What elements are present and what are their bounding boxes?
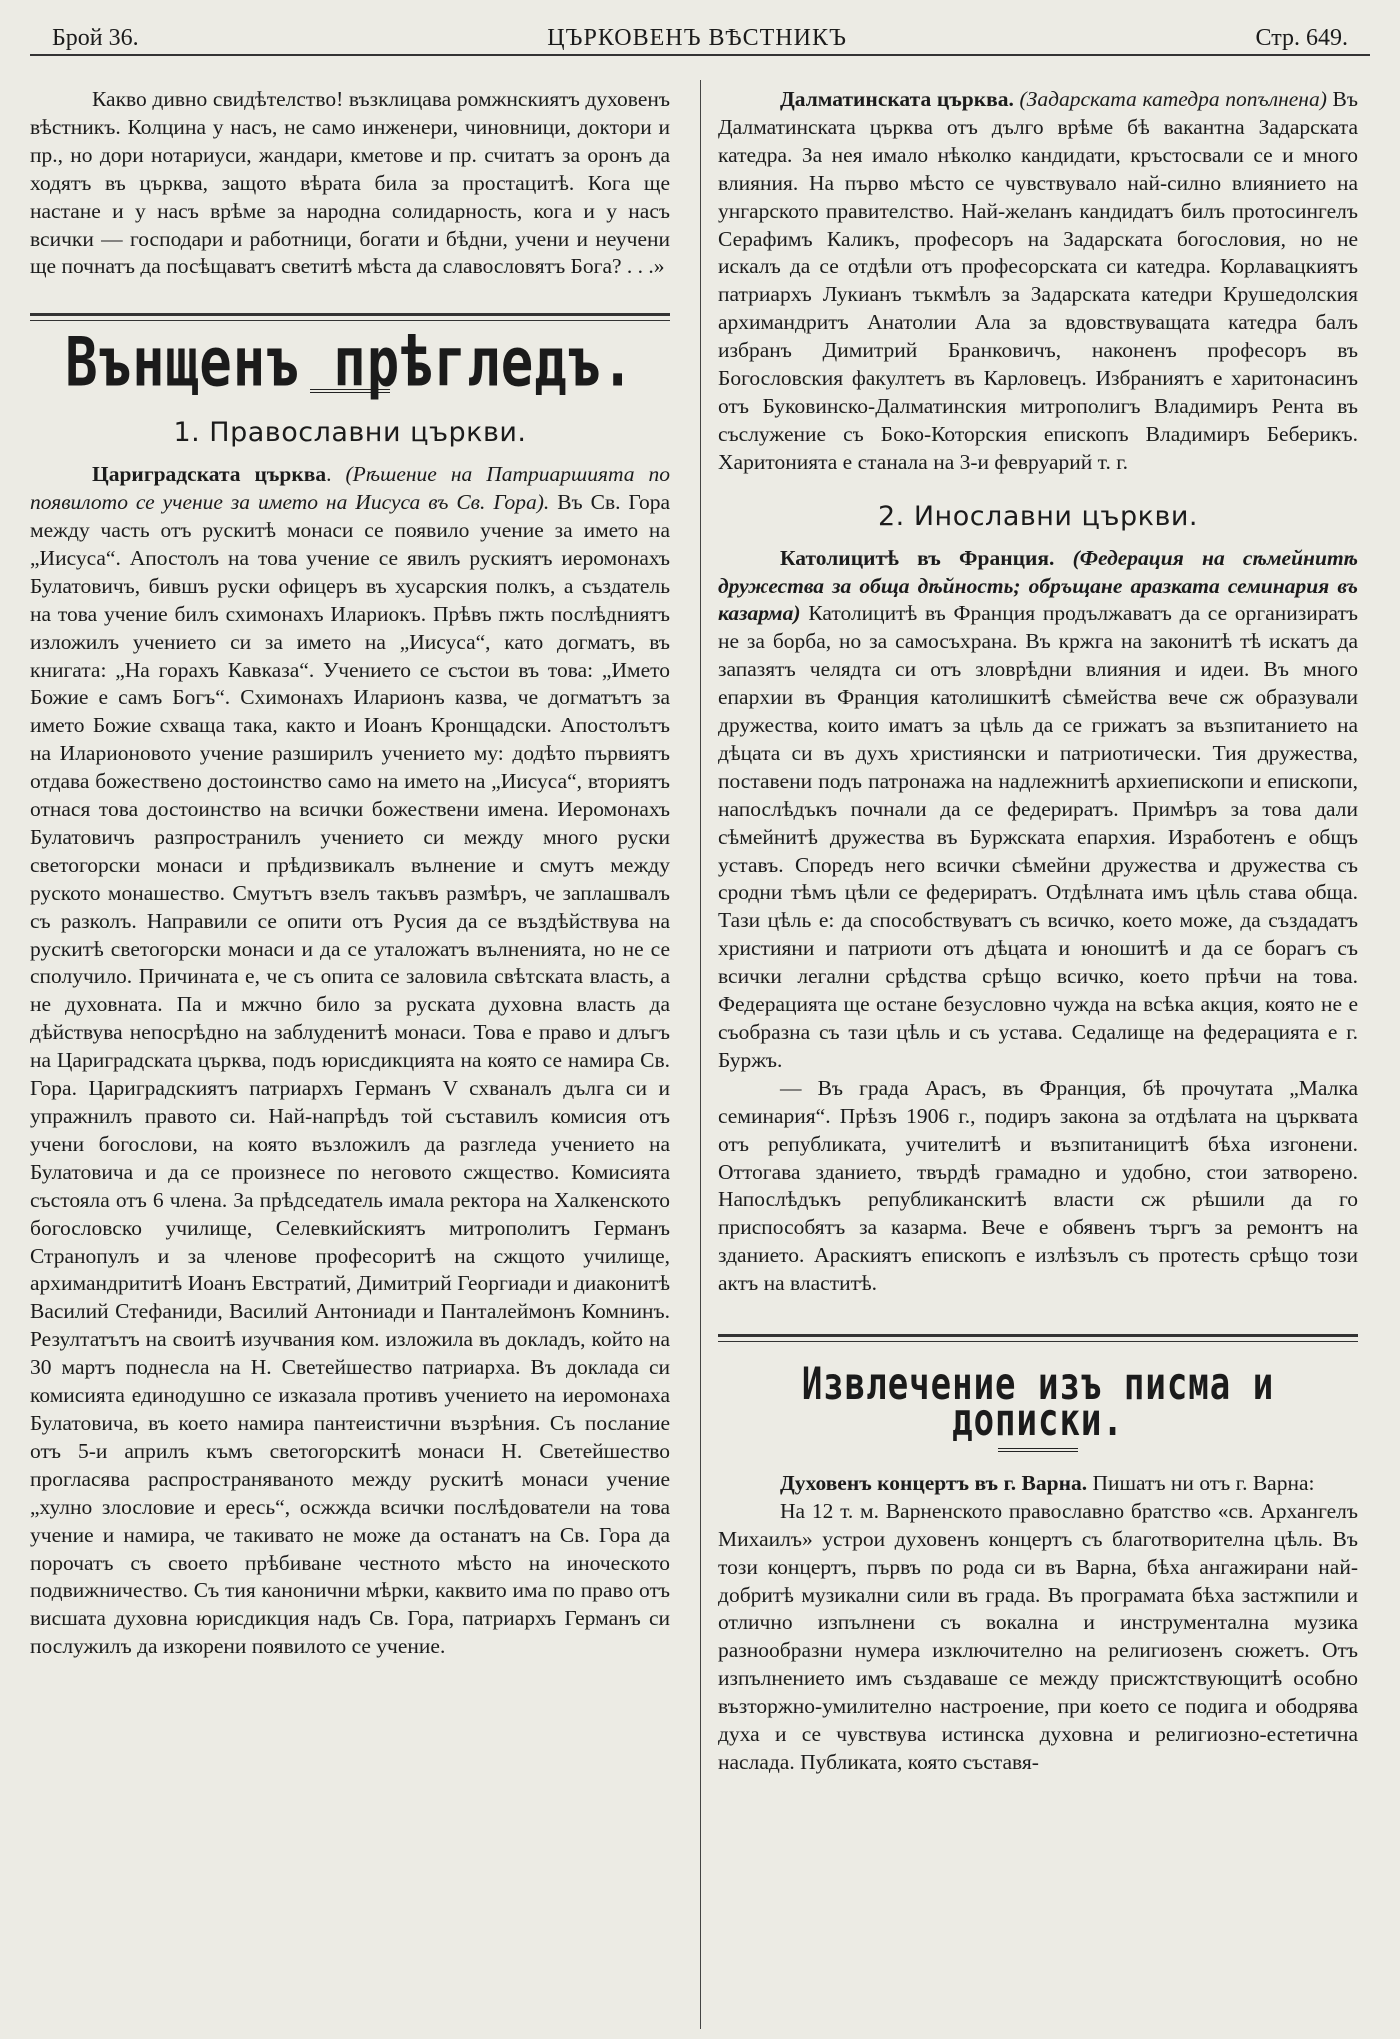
page-number: Стр. 649. xyxy=(1255,25,1348,51)
header-rule xyxy=(30,54,1370,56)
article-subheading: (Рѣшение на Патриаршията по появилото се учение за името на Иисуса въ Св. Гора). xyxy=(30,462,670,515)
newspaper-title: ЦЪРКОВЕНЪ ВѢСТНИКЪ xyxy=(547,25,847,51)
article-heading: Далматинската църква. xyxy=(780,87,1014,111)
issue-number: Брой 36. xyxy=(52,25,139,51)
article-varna-body: На 12 т. м. Варненското православно братство «св. Архангелъ Михаилъ» устрои духовенъ концертъ съ благотворителна цѣль. Въ този концертъ, първъ по рода си въ Варна, бѣха ангажирани най-добритѣ музикални сили въ града. Въ програмата бѣха застжпили и отлично изпълнени съ вокална и инструментална музика разнообразни нумера изключително на религиозенъ сюжетъ. Отъ изпълнението имъ създаваше се между присжтствующитѣ особно възторжно-умилително настроение, при което се подига и ободрява духа и се чувствува истинска духовна и религиозно-естетична наслада. Публиката, която съставя- xyxy=(718,1498,1358,1774)
subsection-title: 1. Православни църкви. xyxy=(173,417,527,449)
left-column xyxy=(30,86,670,1661)
article-body: Католицитѣ въ Франция продължаватъ да се организиратъ не за борба, но за самосъхрана. Въ кржга на законитѣ тѣ искатъ да запазятъ челядта си отъ зловрѣдни влияния и идеи. Въ много епархии въ Франция католишкитѣ сѣмейства вече сж образували дружества, които иматъ за цѣль да се грижатъ за възпитанието на дѣцата си въ духъ християнски и патриотически. Тия дружества, поставени подъ патронажа на надлежнитѣ архиепископи и епископи, напослѣдъкъ почнали да се федериратъ. Примѣръ за това дали сѣмейнитѣ дружества въ Буржската епархия. Изработенъ е общъ уставъ. Споредъ него всички сѣмейни дружества и дружества съ сродни тѣмъ цѣли се федериратъ. Отдѣлната имъ цѣль става обща. Тази цѣль е: да способствуватъ съ всичко, което може, да създадатъ християни и патриоти отъ дѣцата и юношитѣ и да се борагъ съ всички легални срѣдства срѣщо всичко, което прѣчи на това. Федерацията ще остане безусловно чужда на всѣка акция, която не е съобразна съ тази цѣль и съ устава. Седалище на федерацията е г. Буржъ. xyxy=(718,601,1358,1072)
page-header xyxy=(52,20,1348,52)
article-heading: Католицитѣ въ Франция. xyxy=(780,545,1055,570)
article-subheading: (Задарската катедра попълнена) xyxy=(1019,87,1327,111)
section-rule xyxy=(718,1334,1358,1342)
article-body: Въ Далматинската църква отъ дълго врѣме бѣ вакантна Задарската катедра. За нея имало нѣколко кандидати, кръстосвали се и много влияния. На първо мѣсто се чувствувало най-силно влиянието на унгарското правителство. Най-желанъ кандидатъ билъ протосингелъ Серафимъ Каликъ, професоръ на Задарската богословия, но не искалъ да се отдѣли отъ професорската си катедра. Корлавацкиятъ патриархъ Лукианъ тъкмѣлъ за Задарската катедри Крушедолския архимандритъ Анатолии Ала за вдовствуващата катедра балъ избранъ Димитрий Бранковичъ, наконенъ професоръ въ Богословския факултетъ въ Карловецъ. Избраниятъ е харитонасинъ отъ Буковинско-Далматинския митрополигъ Владимиръ Рента въ съслужение съ Боко-Которския епископъ Владимиръ Беберикъ. Харитонията е станала на 3-и февруарий т. г. xyxy=(718,87,1358,474)
article-constantinople: Цариградската църква. (Рѣшение на Патриаршията по появилото се учение за името на Иисуса въ Св. Гора). Въ Св. Гора между часть отъ рускитѣ монаси се появило учение за името на „Иисуса“. Апостолъ на това учение се явилъ рускиятъ иеромонахъ Булатовичъ, бившъ руски офицеръ въ хусарския полкъ, а създатель на това учение билъ схимонахъ Илариокъ. Прѣвъ пжть послѣдниятъ изложилъ учението си за името на „Иисуса“, като догматъ, въ книгата: „На горахъ Кавказа“. Учението се състои въ това: „Името Божие е самъ Богъ“. Схимонахъ Иларионъ казва, че догматътъ за името Божие схваща така, както и Иоанъ Кронщадски. Апостолътъ на Иларионовото учение разширилъ учението му: додѣто първиятъ отдава божествено достоинство само на името на „Иисуса“, вториятъ отнася това достоинство на всички божествени имена. Иеромонахъ Булатовичъ разпространилъ учението си между много руски светогорски монаси и прѣдизвикалъ вълнение и смутъ между руското монашество. Смутътъ взелъ такъвъ размѣръ, че заплашвалъ съ разколъ. Направили се опити отъ Русия да се въздѣйствува на рускитѣ светогорски монаси и да се уталожатъ вълненията, но не се сполучило. Причината е, че съ опита се заловила свѣтската власть, а не духовната. Па и мжчно било за руската духовна власть да дѣйствува непосрѣдно на заблуденитѣ монаси. Това е право и длъгъ на Цариградската църква, подъ юрисдикцията на която се намира Св. Гора. Цариградскиятъ патриархъ Германъ V схваналъ дълга си и упражнилъ правото си. Най-напрѣдъ той съставилъ комисия отъ учени богослови, на която възложилъ да разгледа учението на Булатовича и да се произнесе по неговото сжщество. Комисията състояла отъ 6 члена. За прѣдседатель имала ректора на Халкенското богословско училище, Селевкийскиятъ митрополитъ Германъ Странопулъ и за членове професоритѣ на сжщото училище, архимандрититѣ Иоанъ Евстратий, Димитрий Георгиади и диаконитѣ Василий Стефаниди, Василий Антониади и Панталеймонъ Комнинъ. Резултатътъ на своитѣ изучвания ком. изложила въ докладъ, който на 30 мартъ поднесла на Н. Светейшество патриарха. Въ доклада си комисията единодушно се изказала противъ учението на иеромонаха Булатовича, въ което намира пантеистични възрѣния. Съ послание отъ 5-и априлъ къмъ светогорскитѣ монаси Н. Светейшество прогласява распространяваното между рускитѣ монаси учение „хулно злословие и ересь“, осжжда всички послѣдователи на това учение и намира, че такивато не може да останатъ на Св. Гора да порочатъ съ своето прѣбиване честното мѣсто на иноческото подвижничество. Съ тия канонични мѣрки, каквито има по право отъ висшата духовна юрисдикция надъ Св. Гора, патриархъ Германъ си послужилъ да изкорени появилото се учение. xyxy=(30,462,670,1659)
article-dalmatia xyxy=(718,86,1358,477)
right-column xyxy=(718,86,1358,1777)
column-divider xyxy=(700,80,701,2029)
section-title: Вънщенъ прѣгледъ. xyxy=(65,323,635,403)
article-body: Въ Св. Гора между часть отъ рускитѣ монаси се появило учение за името на „Иисуса“. Апостолъ на това учение се явилъ рускиятъ иеромонахъ Булатовичъ, бившъ руски офицеръ въ хусарския полкъ, а създатель на това учение билъ схимонахъ Илариокъ. Прѣвъ пжть послѣдниятъ изложилъ учението си за името на „Иисуса“, като догматъ, въ книгата: „На горахъ Кавказа“. Учението се състои въ това: „Името Божие е самъ Богъ“. Схимонахъ Иларионъ казва, че догматътъ за името Божие схваща така, както и Иоанъ Кронщадски. Апостолътъ на Иларионовото учение разширилъ учението му: додѣто първиятъ отдава божествено достоинство само на името на „Иисуса“, вториятъ отнася това достоинство на всички божествени имена. Иеромонахъ Булатовичъ разпространилъ учението си между много руски светогорски монаси и прѣдизвикалъ вълнение и смутъ между руското монашество. Смутътъ взелъ такъвъ размѣръ, че заплашвалъ съ разколъ. Направили се опити отъ Русия да се въздѣйствува на рускитѣ светогорски монаси и да се уталожатъ вълненията, но не се сполучило. Причината е, че съ опита се заловила свѣтската власть, а не духовната. Па и мжчно било за руската духовна власть да дѣйствува непосрѣдно на заблуденитѣ монаси. Това е право и длъгъ на Цариградската църква, подъ юрисдикцията на която се намира Св. Гора. Цариградскиятъ патриархъ Германъ V схваналъ дълга си и упражнилъ правото си. Най-напрѣдъ той съставилъ комисия отъ учени богослови, на която възложилъ да разгледа учението на Булатовича и да се произнесе по неговото сжщество. Комисията състояла отъ 6 члена. За прѣдседатель имала ректора на Халкенското богословско училище, Селевкийскиятъ митрополитъ Германъ Странопулъ и за членове професоритѣ на сжщото училище, архимандрититѣ Иоанъ Евстратий, Димитрий Георгиади и диаконитѣ Василий Стефаниди, Василий Антониади и Панталеймонъ Комнинъ. Резултатътъ на своитѣ изучвания ком. изложила въ докладъ, който на 30 мартъ поднесла на Н. Светейшество патриарха. Въ доклада си комисията единодушно се изказала противъ учението на иеромонаха Булатовича, въ което намира пантеистични възрѣния. Съ послание отъ 5-и априлъ къмъ светогорскитѣ монаси Н. Светейшество прогласява распространяваното между рускитѣ монаси учение „хулно злословие и ересь“, осжжда всички послѣдователи на това учение и намира, че такивато не може да останатъ на Св. Гора да порочатъ съ своето прѣбиване честното мѣсто на иноческото подвижничество. Съ тия канонични мѣрки, каквито има по право отъ висшата духовна юрисдикция надъ Св. Гора, патриархъ Германъ си послужилъ да изкорени появилото се учение. xyxy=(30,490,670,1659)
article-france xyxy=(718,545,1358,1075)
article-intro: Пишатъ ни отъ г. Варна: xyxy=(1087,1470,1315,1495)
short-rule xyxy=(998,1448,1078,1452)
intro-paragraph: Какво дивно свидѣтелство! възклицава ромжнскиятъ духовенъ вѣстникъ. Колцина у насъ, не само инженери, чиновници, доктори и пр., но дори нотариуси, жандари, кметове и пр. считатъ за оронъ да ходятъ въ църква, защото вѣрата била за простацитѣ. Кога ще настане и у насъ врѣме за народна солидарность, кога и у насъ всички — господари и работници, богати и бѣдни, учени и неучени ще почнатъ да посѣщаватъ светитѣ мѣста да славословятъ Бога? . . .» xyxy=(30,87,670,279)
article-arras: — Въ града Арасъ, въ Франция, бѣ прочутата „Малка семинария“. Прѣзъ 1906 г., подиръ закона за отдѣлата на църквата отъ републиката, учителитѣ и възпитаницитѣ бѣха изгонени. Оттогава зданието, твърдѣ грамадно и удобно, стои затворено. Напослѣдъкъ републиканскитѣ власти сж рѣшили да го приспособятъ за казарма. Вече е обявенъ търгъ за ремонтъ на зданието. Араскиятъ епископъ е излѣзълъ съ протесть срѣщо този актъ на властитѣ. xyxy=(718,1075,1358,1296)
section-title: Извлечение изъ писма и дописки. xyxy=(801,1358,1275,1447)
article-heading: Духовенъ концертъ въ г. Варна. xyxy=(780,1470,1088,1495)
article-subheading: (Федерация на сѣмейнитѣ дружества за обща дѣйность; обръщане аразката семинария въ казарма) xyxy=(718,545,1359,626)
section-rule xyxy=(30,313,670,321)
article-heading: Цариградската църква xyxy=(92,462,327,487)
article-varna-heading xyxy=(718,1470,1358,1498)
subsection-title: 2. Инославни църкви. xyxy=(878,500,1198,532)
